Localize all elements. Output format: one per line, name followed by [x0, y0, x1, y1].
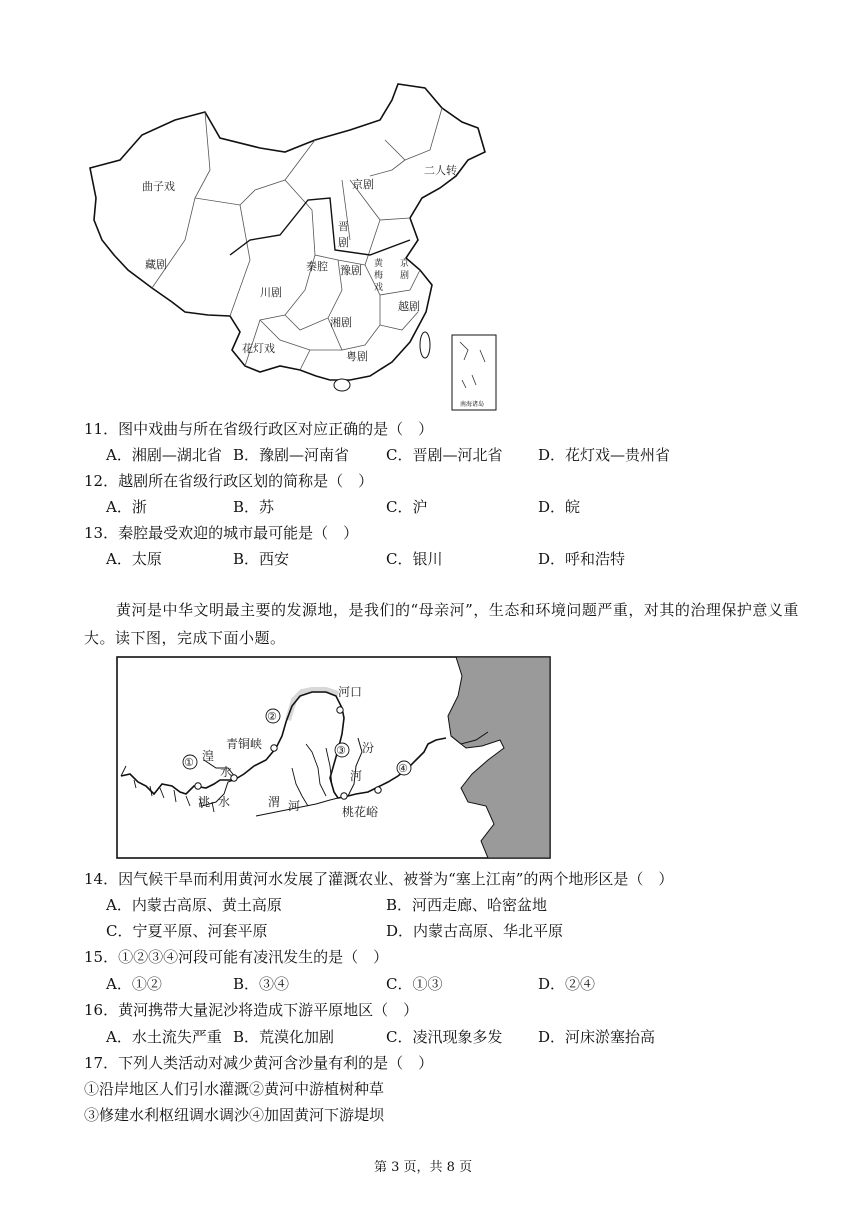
q16-option-b: B．荒漠化加剧 [233, 1028, 335, 1046]
q16-option-d: D．河床淤塞抬高 [538, 1028, 656, 1046]
label-huangmeixi: 黄 [374, 259, 384, 269]
q15-num: 15． [84, 948, 119, 966]
label-huangmeixi-3: 戏 [374, 283, 384, 293]
q16-num: 16． [84, 1001, 119, 1019]
label-huang: 湟 [202, 749, 215, 763]
label-huangmeixi-2: 梅 [374, 271, 384, 281]
label-zangju: 藏剧 [145, 258, 167, 271]
q13-num: 13． [84, 524, 119, 542]
q17-text: 下列人类活动对减少黄河含沙量有利的是（ ） [118, 1054, 434, 1072]
label-qingtongxia: 青铜峡 [226, 737, 263, 751]
q17-statement-2: ③修建水利枢纽调水调沙④加固黄河下游堤坝 [84, 1106, 385, 1124]
q11-option-c: C．晋剧—河北省 [386, 446, 503, 464]
q12-text: 越剧所在省级行政区划的简称是（ ） [118, 472, 374, 490]
q17-statement-1: ①沿岸地区人们引水灌溉②黄河中游植树种草 [84, 1080, 385, 1098]
q12-option-b: B．苏 [233, 498, 275, 516]
q11-option-d: D．花灯戏—贵州省 [538, 446, 671, 464]
label-quzixi: 曲子戏 [142, 180, 175, 193]
q11-option-b: B．豫剧—河南省 [233, 446, 350, 464]
q15-option-c: C．①③ [386, 975, 443, 993]
label-tao: 洮 [198, 795, 211, 809]
passage-line-2: 大。读下图，完成下面小题。 [84, 629, 286, 647]
q11-text: 图中戏曲与所在省级行政区对应正确的是（ ） [118, 420, 434, 438]
q11-option-a: A．湘剧—湖北省 [106, 446, 222, 464]
question-12 [84, 470, 373, 491]
label-hekou: 河口 [338, 685, 363, 699]
q12-option-a: A．浙 [106, 498, 147, 516]
label-yueju-canton: 粤剧 [346, 350, 368, 363]
q16-option-c: C．凌汛现象多发 [386, 1028, 503, 1046]
station-lower [375, 787, 381, 793]
label-qinqiang: 秦腔 [306, 260, 328, 273]
label-jinju-1: 晋 [338, 220, 349, 233]
q14-text: 因气候干旱而利用黄河水发展了灌溉农业、被誉为“塞上江南”的两个地形区是（ ） [118, 870, 674, 888]
label-jingju: 京剧 [352, 178, 374, 191]
q15-option-b: B．③④ [233, 975, 290, 993]
yellow-river-map [116, 656, 552, 860]
q13-option-c: C．银川 [386, 550, 443, 568]
label-xiangju: 湘剧 [330, 316, 352, 329]
q14-option-d: D．内蒙古高原、华北平原 [386, 922, 564, 940]
station-taohuayu [341, 793, 347, 799]
q14-option-b: B．河西走廊、哈密盆地 [386, 896, 548, 914]
hainan-island [334, 379, 350, 391]
q15-option-a: A．①② [106, 975, 162, 993]
label-shui2: 水 [218, 795, 231, 809]
segment-4: ④ [398, 762, 408, 775]
segment-1: ① [184, 756, 194, 769]
q15-text: ①②③④河段可能有凌汛发生的是（ ） [118, 948, 389, 966]
south-sea-inset [452, 335, 496, 410]
taiwan-island [420, 332, 430, 358]
question-17 [84, 1052, 433, 1073]
q16-text: 黄河携带大量泥沙将造成下游平原地区（ ） [118, 1001, 419, 1019]
label-yuju: 豫剧 [340, 264, 362, 277]
question-16 [84, 999, 418, 1020]
q17-num: 17． [84, 1054, 119, 1072]
inset-label: 南海诸岛 [460, 401, 485, 408]
q16-option-a: A．水土流失严重 [106, 1028, 222, 1046]
q14-num: 14． [84, 870, 119, 888]
q11-num: 11． [84, 420, 119, 438]
q13-text: 秦腔最受欢迎的城市最可能是（ ） [118, 524, 359, 542]
station-tao [195, 783, 201, 789]
question-14 [84, 868, 673, 889]
q12-option-d: D．皖 [538, 498, 581, 516]
q14-option-c: C．宁夏平原、河套平原 [106, 922, 268, 940]
passage [84, 596, 844, 652]
label-shui1: 水 [220, 765, 233, 779]
segment-2: ② [267, 710, 277, 723]
q14-option-a: A．内蒙古高原、黄土高原 [106, 896, 282, 914]
question-13 [84, 522, 358, 543]
q13-option-b: B．西安 [233, 550, 290, 568]
label-he1: 河 [350, 769, 363, 783]
label-errenzhuan: 二人转 [424, 164, 457, 177]
passage-line-1: 黄河是中华文明最主要的发源地，是我们的“母亲河”，生态和环境问题严重，对其的治理保护意义重 [116, 601, 799, 619]
label-he2: 河 [288, 799, 301, 813]
segment-3: ③ [336, 744, 346, 757]
station-hekou [337, 707, 343, 713]
q15-option-d: D．②④ [538, 975, 596, 993]
label-huadengxi: 花灯戏 [242, 342, 275, 355]
label-fen: 汾 [362, 741, 375, 755]
page-footer: 第 3 页，共 8 页 [374, 1160, 473, 1175]
china-opera-map [80, 80, 500, 415]
label-wei: 渭 [268, 795, 281, 809]
label-yueju: 越剧 [398, 300, 420, 313]
station-qingtongxia [271, 745, 277, 751]
label-jinju-2: 剧 [338, 236, 349, 249]
q13-option-d: D．呼和浩特 [538, 550, 626, 568]
question-15 [84, 946, 388, 967]
q12-option-c: C．沪 [386, 498, 428, 516]
q12-num: 12． [84, 472, 119, 490]
label-taohuayu: 桃花峪 [342, 805, 379, 819]
label-chuanju: 川剧 [260, 286, 282, 299]
label-jingju2-b: 剧 [400, 271, 410, 281]
question-11 [84, 418, 433, 439]
label-jingju2: 京 [400, 259, 410, 269]
q13-option-a: A．太原 [106, 550, 162, 568]
